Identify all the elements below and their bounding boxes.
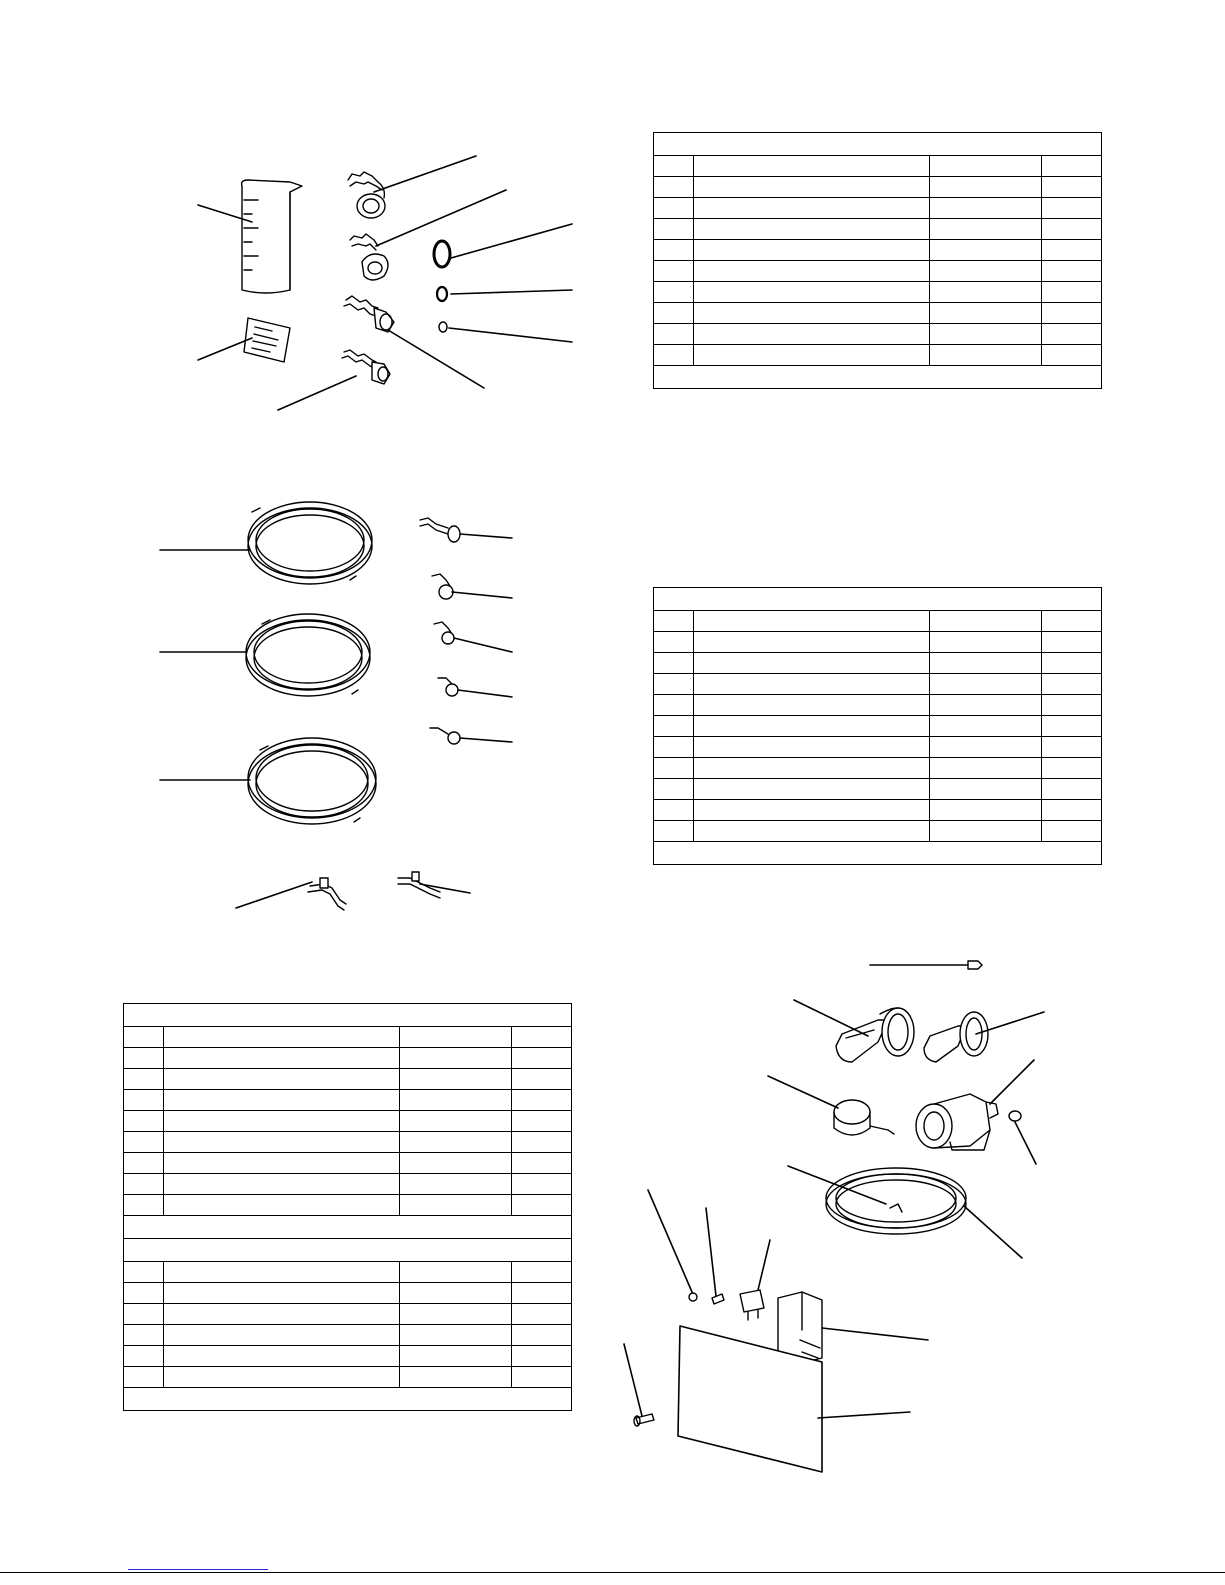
tubing-kit-parts-table [653, 587, 1102, 865]
footer-divider [0, 1572, 1225, 1573]
fuse-illustration [740, 1290, 764, 1320]
table-footer [654, 366, 1102, 389]
table-caption [654, 588, 1102, 611]
table-subcaption [124, 1239, 572, 1262]
table-caption [654, 133, 1102, 156]
tube-coil-3-illustration [248, 738, 376, 824]
elbow-fitting-large-illustration [348, 172, 385, 218]
table-row [124, 1283, 572, 1304]
tube-coil-1-illustration [248, 502, 372, 584]
table-row [124, 1304, 572, 1325]
table-row [124, 1111, 572, 1132]
combined-kit-parts-table [123, 1003, 572, 1411]
small-adapter-illustration [924, 1012, 988, 1062]
table-row [654, 800, 1102, 821]
tube-coil-2-illustration [246, 614, 370, 696]
instruction-label-illustration [244, 318, 290, 362]
table-row [124, 1195, 572, 1216]
large-adapter-illustration [836, 1008, 914, 1062]
tee-valve-illustration [308, 878, 346, 910]
table-row [654, 345, 1102, 366]
table-row [654, 821, 1102, 842]
table-row [124, 1090, 572, 1111]
table-row [654, 695, 1102, 716]
bolt-illustration [634, 1414, 654, 1426]
small-screw-illustration [712, 1294, 724, 1304]
fitting-kit-parts-table [653, 132, 1102, 389]
tubing-coil-illustration [826, 1168, 966, 1234]
fig2-leader-lines [160, 534, 512, 908]
table-header-row [124, 1262, 572, 1283]
table-row [124, 1325, 572, 1346]
table-row [124, 1132, 572, 1153]
table-row [654, 261, 1102, 282]
table-row [654, 240, 1102, 261]
table-row [654, 198, 1102, 219]
clamp-with-wire-illustration [834, 1100, 894, 1135]
straight-fitting-large-illustration [344, 296, 394, 332]
table-header-row [654, 156, 1102, 177]
table-header-row [654, 611, 1102, 632]
table-row [654, 303, 1102, 324]
table-header-row [124, 1027, 572, 1048]
table-row [124, 1367, 572, 1388]
table-row [654, 632, 1102, 653]
o-ring-large-illustration [434, 241, 450, 267]
table-caption [124, 1004, 572, 1027]
elbow-fitting-small-illustration [350, 234, 388, 280]
screw-illustration [870, 961, 982, 969]
table-row [654, 737, 1102, 758]
table-row [654, 177, 1102, 198]
o-ring-small-illustration [439, 322, 447, 332]
measuring-cup-illustration [242, 180, 302, 293]
table-row [124, 1069, 572, 1090]
table-row [654, 758, 1102, 779]
table-footer [124, 1216, 572, 1239]
table-row [124, 1048, 572, 1069]
table-row [654, 282, 1102, 303]
table-row [654, 716, 1102, 737]
table-row [124, 1174, 572, 1195]
fig2-small-fittings [420, 518, 460, 744]
table-row [124, 1346, 572, 1367]
table-row [654, 779, 1102, 800]
nut-illustration [689, 1293, 697, 1301]
o-ring-medium-illustration [437, 287, 447, 301]
table-footer [654, 842, 1102, 865]
check-valve-illustration [398, 872, 440, 898]
table-row [124, 1153, 572, 1174]
table-row [654, 674, 1102, 695]
pump-illustration [916, 1094, 998, 1150]
washer-illustration [1009, 1111, 1021, 1121]
table-footer [124, 1388, 572, 1411]
table-row [654, 219, 1102, 240]
footer-link[interactable] [128, 1569, 268, 1570]
table-row [654, 653, 1102, 674]
table-row [654, 324, 1102, 345]
